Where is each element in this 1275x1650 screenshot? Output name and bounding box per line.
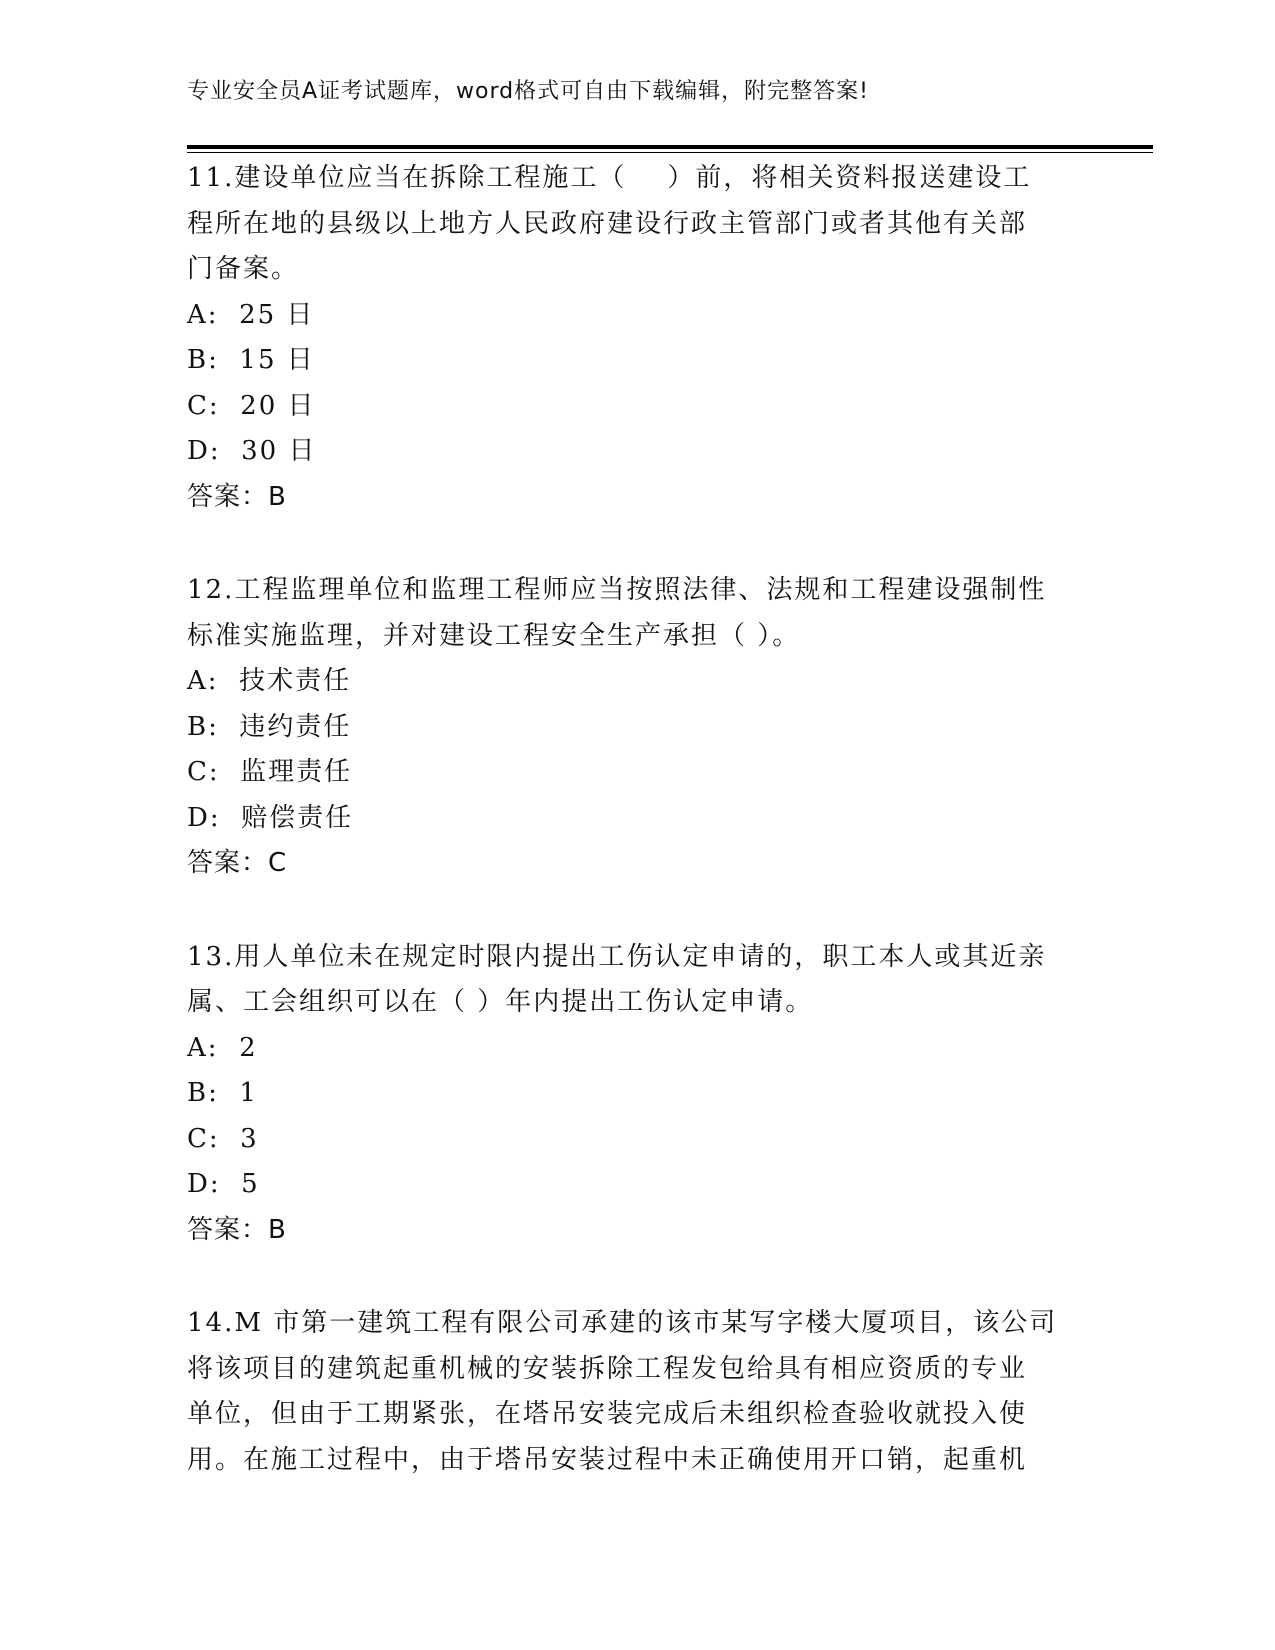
question-stem-line: 14.M 市第一建筑工程有限公司承建的该市某写字楼大厦项目，该公司 [187,1308,1058,1338]
option-c: C: 20 日 [187,390,316,421]
header-rule-thin [187,152,1153,153]
question-12 [187,568,1087,887]
option-a: A: 技术责任 [187,666,352,696]
question-11 [187,156,1087,520]
question-stem-line: 标准实施监理，并对建设工程安全生产承担（ ）。 [187,620,801,651]
option-b: B: 15 日 [187,345,315,375]
question-stem-line: 程所在地的县级以上地方人民政府建设行政主管部门或者其他有关部 [187,208,1028,239]
question-13 [187,935,1087,1254]
option-d: D: 5 [187,1169,260,1199]
question-stem-line: 用。在施工过程中，由于塔吊安装过程中未正确使用开口销，起重机 [187,1444,1028,1475]
question-stem-line: 13.用人单位未在规定时限内提出工伤认定申请的，职工本人或其近亲 [187,941,1047,972]
option-c: C: 监理责任 [187,757,353,787]
question-stem-line: 12.工程监理单位和监理工程师应当按照法律、法规和工程建设强制性 [187,575,1047,605]
option-d: D: 30 日 [187,436,317,466]
page-header: 专业安全员A证考试题库，word格式可自由下载编辑，附完整答案! [187,79,869,104]
option-a: A: 25 日 [187,299,315,330]
answer-label: 答案：C [187,848,288,878]
answer-label: 答案：B [187,1214,287,1245]
question-stem-line: 门备案。 [187,254,300,284]
header-rule-thick [187,145,1153,149]
option-b: B: 违约责任 [187,711,352,742]
question-14 [187,1301,1087,1483]
question-stem-line: 属、工会组织可以在（ ）年内提出工伤认定申请。 [187,987,814,1017]
option-c: C: 3 [187,1123,259,1154]
question-list [187,156,1087,1483]
answer-label: 答案：B [187,481,287,512]
option-a: A: 2 [187,1032,258,1063]
option-b: B: 1 [187,1078,258,1108]
question-stem-line: 将该项目的建筑起重机械的安装拆除工程发包给具有相应资质的专业 [187,1353,1028,1384]
option-d: D: 赔偿责任 [187,802,354,833]
question-stem-line: 11.建设单位应当在拆除工程施工（ ）前，将相关资料报送建设工 [187,163,1032,193]
question-stem-line: 单位，但由于工期紧张，在塔吊安装完成后未组织检查验收就投入使 [187,1399,1028,1429]
